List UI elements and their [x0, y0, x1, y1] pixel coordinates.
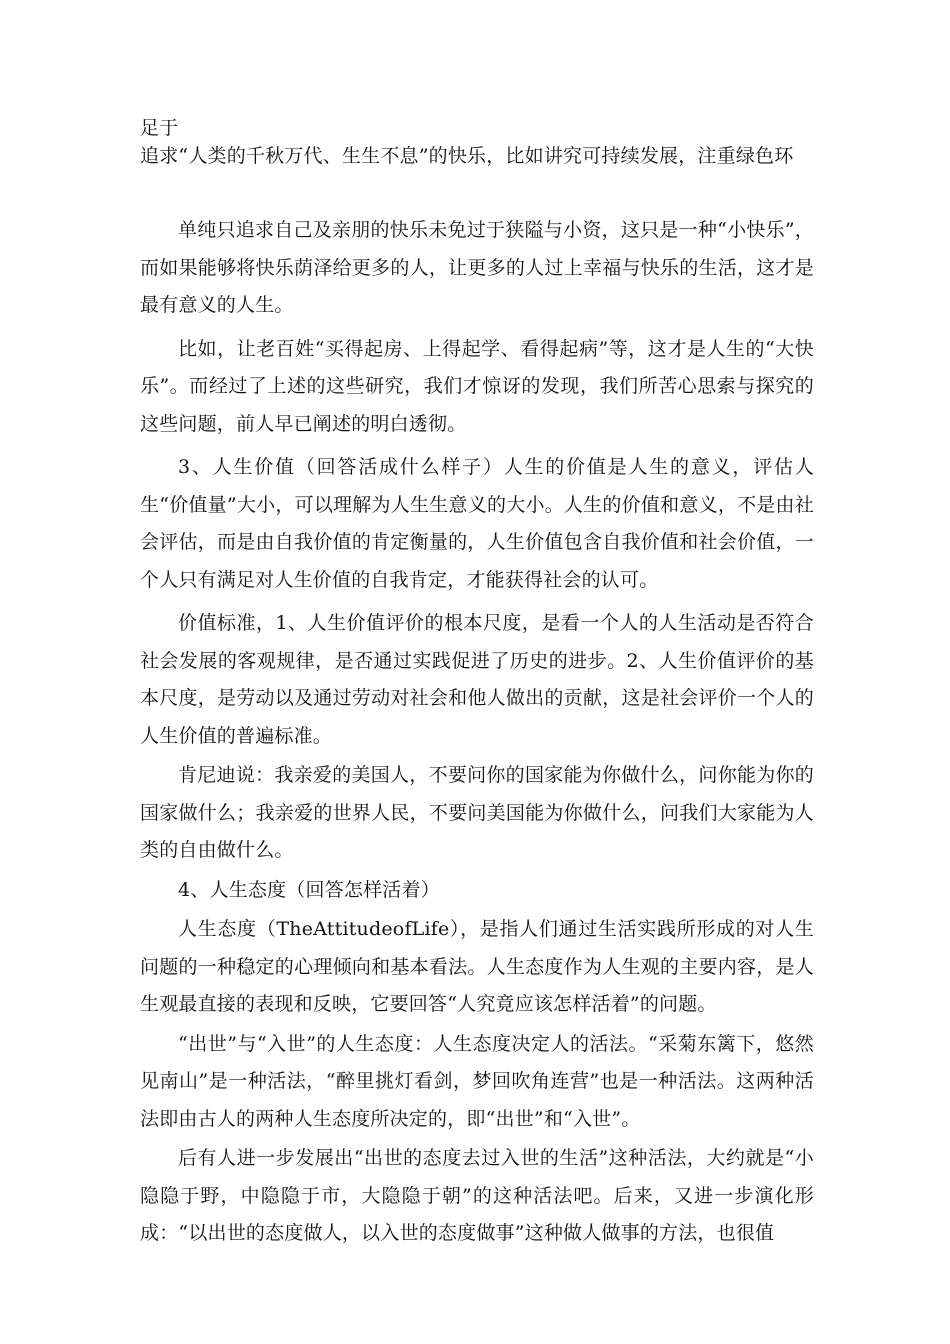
text-line: 足于 — [140, 117, 179, 139]
top-text-block — [140, 114, 814, 170]
section-heading: 4、人生态度（回答怎样活着） — [178, 878, 440, 901]
paragraph: 单纯只追求自己及亲朋的快乐未免过于狭隘与小资，这只是一种“小快乐”，而如果能够将快乐荫泽给更多的人，让更多的人过上幸福与快乐的生活，这才是最有意义的人生。 — [140, 219, 814, 316]
paragraph: 价值标准，1、人生价值评价的根本尺度，是看一个人的人生活动是否符合社会发展的客观规律，是否通过实践促进了历史的进步。2、人生价值评价的基本尺度，是劳动以及通过劳动对社会和他人做出的贡献，这是社会评价一个人的人生价值的普遍标准。 — [140, 612, 814, 747]
text-line: 追求“人类的千秋万代、生生不息”的快乐，比如讲究可持续发展，注重绿色环 — [140, 145, 794, 167]
paragraph: 后有人进一步发展出“出世的态度去过入世的生活”这种活法，大约就是“小隐隐于野，中隐隐于市，大隐隐于朝”的这种活法吧。后来，又进一步演化形成：“以出世的态度做人，以入世的态度做事”这种做人做事的方法，也很值 — [140, 1147, 814, 1244]
paragraph: 比如，让老百姓“买得起房、上得起学、看得起病”等，这才是人生的“大快乐”。而经过了上述的这些研究，我们才惊讶的发现，我们所苦心思索与探究的这些问题，前人早已阐述的明白透彻。 — [140, 337, 814, 435]
paragraph: “出世”与“入世”的人生态度：人生态度决定人的活法。“采菊东篱下，悠然见南山”是一种活法，“醉里挑灯看剑，梦回吹角连营”也是一种活法。这两种活法即由古人的两种人生态度所决定的，即“出世”和“入世”。 — [140, 1032, 814, 1130]
paragraph: 肯尼迪说：我亲爱的美国人，不要问你的国家能为你做什么，问你能为你的国家做什么；我亲爱的世界人民，不要问美国能为你做什么，问我们大家能为人类的自由做什么。 — [140, 764, 814, 861]
paragraph: 人生态度（TheAttitudeofLife），是指人们通过生活实践所形成的对人生问题的一种稳定的心理倾向和基本看法。人生态度作为人生观的主要内容，是人生观最直接的表现和反映，它要回答“人究竟应该怎样活着”的问题。 — [140, 918, 814, 1015]
paragraph: 3、人生价值（回答活成什么样子）人生的价值是人生的意义，评估人生“价值量”大小，可以理解为人生生意义的大小。人生的价值和意义，不是由社会评估，而是由自我价值的肯定衡量的，人生价值包含自我价值和社会价值，一个人只有满足对人生价值的自我肯定，才能获得社会的认可。 — [140, 456, 814, 591]
body-text-block — [140, 212, 814, 1253]
